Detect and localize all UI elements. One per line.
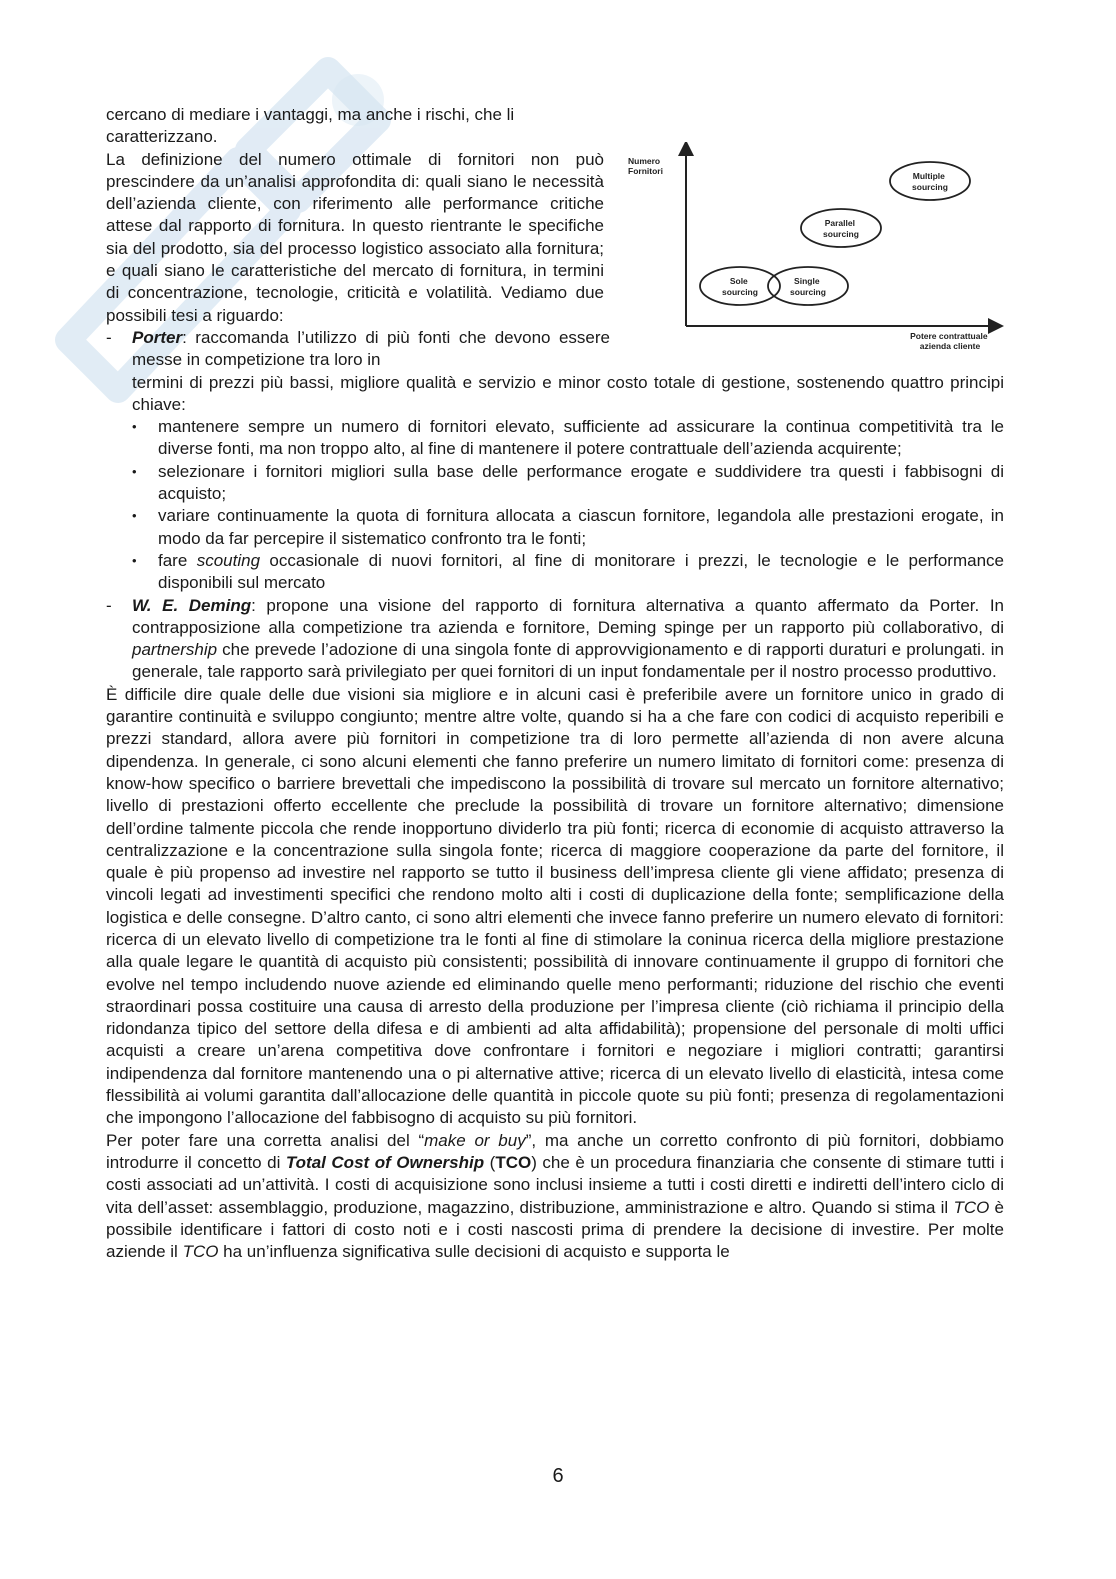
deming-text-b: che prevede l’adozione di una singola fonte di approvvigionamento e di rapporti duraturi e prolungati. in generale, tale rapporto sarà privilegiato per quei fornitori di un input fondamentale per il nostro processo produttivo. (132, 640, 1004, 682)
paragraph-comparison: È difficile dire quale delle due visioni sia migliore e in alcuni casi è preferibile avere un fornitore unico in grado di garantire continuità e sviluppo congiunto; mentre altre volte, quando si ha a che fare con codici di acquisto reperibili e prezzi standard, allora avere più fornitori in competizione tra di loro permette all’azienda di non avere alcuna dipendenza. In generale, ci sono alcuni elementi che fanno preferire un numero limitato di fornitori come: presenza di know-how specifico o barriere brevettali che impediscono la possibilità di trovare sul mercato un fornitore alternativo; livello di prestazioni offerto eccellente che preclude la possibilità di trovare un fornitore alternativo; dimensione dell’ordine talmente piccola che rende inopportuno dividerlo tra più fonti; ricerca di economie di acquisto attraverso la centralizzazione e la concentrazione sulla singola fonte; ricerca di maggiore cooperazione da parte del fornitore, il quale è più propenso ad investire nel rapporto se tutto il business dell’impresa cliente gli viene affidato; presenza di vincoli legati ad investimenti specifici che rendono molto alti i costi di duplicazione della fonte; semplificazione della logistica e delle consegne. D’altro canto, ci sono altri elementi che invece fanno preferire un numero elevato di fornitori: ricerca di un elevato livello di competizione tra le fonti al fine di stimolare la coninua ricerca della migliore prestazione alla quale legare le quantità di acquisto più consistenti; possibilità di innovare continuamente il gruppo di fornitori che evolve nel tempo includendo nuove aziende ed eliminando quelle meno performanti; riduzione del rischio che eventi straordinari possa costituire una causa di arresto della produzione per l’impresa cliente (ciò richiama il principio della ridondanza tipico del settore della difesa e di ambienti ad alta affidabilità); propensione del personale di molti uffici acquisti a creare un’arena competitiva dove confrontare i fornitori e negoziare i migliori contratti; garantirsi indipendenza dal fornitore mantenendo una o pi alternative attive; ricerca di un elevato livello di elasticità, intesa come flessibilità ai volumi garantita dall’allocazione delle quantità in piccole quote su più fonti; presenza di regolamentazioni che impongono l’allocazione del fabbisogno di acquisto su più fornitori. (106, 684, 1004, 1128)
ellipse-label: sourcing (823, 229, 859, 239)
ellipse-label: Sole (729, 276, 748, 286)
italic-term: TCO (953, 1197, 990, 1217)
ellipse-multiple-sourcing (890, 162, 970, 200)
text-run: ha un’influenza significativa sulle decisioni di acquisto e supporta le (218, 1242, 730, 1262)
list-item (132, 505, 1004, 550)
tco-acronym: TCO (495, 1152, 532, 1172)
porter-text-b: termini di prezzi più bassi, migliore qualità e servizio e minor costo totale di gestione, sostenendo quattro principi chiave: (132, 372, 1004, 414)
bullet-marker: • (132, 508, 137, 524)
text-run: ( (484, 1152, 496, 1172)
svg-text:Sole sourcing (722, 276, 758, 297)
deming-name: W. E. Deming (132, 595, 252, 615)
list-item-text: mantenere sempre un numero di fornitori elevato, sufficiente ad assicurare la continua competitività tra le diverse fonti, ma non troppo alto, al fine di mantenere il potere contrattuale dell’azienda acquirente; (158, 417, 1004, 459)
y-axis-label-line2: Fornitori (628, 166, 663, 176)
page-number: 6 (552, 1465, 564, 1487)
ellipse-label: Parallel (824, 218, 855, 228)
porter-lead (132, 327, 610, 372)
text-run: è possibile identificare i fattori di costo noti e i costi nascosti prima di prendere la decisione di investire. Per molte aziende il (106, 1197, 1005, 1262)
x-axis-label-line2: azienda cliente (919, 341, 981, 351)
list-item (132, 461, 1004, 506)
x-axis-label-line1: Potere contrattuale (910, 331, 988, 341)
ellipse-parallel-sourcing (801, 209, 881, 247)
porter-text-a: : raccomanda l’utilizzo di più fonti che devono essere messe in competizione tra loro in (132, 327, 610, 370)
ellipse-label: sourcing (790, 287, 826, 297)
list-item-text: occasionale di nuovi fornitori, al fine di monitorare i prezzi, le tecnologie e le performance disponibili sul mercato (158, 550, 1004, 593)
italic-term: scouting (196, 550, 261, 570)
porter-name: Porter (132, 327, 183, 347)
tco-term: Total Cost of Ownership (285, 1152, 485, 1172)
italic-term: TCO (182, 1242, 219, 1262)
y-axis-label (628, 156, 663, 176)
text-run: ”, ma anche un corretto confronto di più fornitori, dobbiamo introdurre il concetto di (106, 1130, 1004, 1172)
bullet-marker: • (132, 552, 137, 568)
svg-text:Multiple sourcing (912, 171, 948, 192)
bullet-marker: • (132, 463, 137, 479)
paragraph-tco (106, 1130, 1004, 1264)
italic-term: make or buy (424, 1130, 526, 1150)
deming-item (106, 595, 1004, 684)
bullet-marker: • (132, 419, 137, 435)
list-item (132, 416, 1004, 461)
intro-block (106, 104, 604, 327)
text-run: ) che è un procedura finanziaria che consente di stimare tutti i costi associati ad un’attività. I costi di acquisizione sono inclusi insieme a tutti i costi diretti e indiretti dell’intero ciclo di vita dell’asset: assemblaggio, produzione, magazzino, distribuzione, amministrazione e altro. Quando si stima il (106, 1152, 1004, 1217)
deming-text-a: : propone una visione del rapporto di fornitura alternativa a quanto affermato da Porter. In contrapposizione alla competizione tra azienda e fornitore, Deming spinge per un rapporto più collaborativo, di (132, 595, 1005, 637)
list-item-text: variare continuamente la quota di fornitura allocata a ciascun fornitore, legandola alle prestazioni erogate, in modo da far percepire il sistematico confronto tra le fonti; (158, 506, 1004, 548)
ellipse-label: Multiple (912, 171, 945, 181)
ellipse-label: Single (794, 276, 820, 286)
text-run: Per poter fare una corretta analisi del “ (106, 1130, 425, 1150)
continuation-line: cercano di mediare i vantaggi, ma anche i rischi, che li caratterizzano. (106, 105, 515, 147)
list-item-text: selezionare i fornitori migliori sulla base delle performance erogate e suddividere tra questi i fabbisogni di acquisto; (158, 461, 1004, 504)
dash-marker: - (106, 595, 112, 615)
list-item-text: fare (158, 550, 197, 570)
italic-term: partnership (132, 640, 218, 660)
svg-text:Parallel sourcing (823, 218, 859, 239)
ellipse-label: sourcing (912, 182, 948, 192)
ellipse-label: sourcing (722, 287, 758, 297)
x-axis-label (910, 331, 990, 351)
sourcing-diagram (622, 142, 1012, 367)
list-item (132, 550, 1004, 595)
dash-marker: - (106, 327, 112, 347)
paragraph-optimal-suppliers: La definizione del numero ottimale di fornitori non può prescindere da un’analisi approfondita di: quali siano le necessità dell’azienda cliente, con riferimento alle performance critiche attese dal rapporto di fornitura. In questo rientrante le specifiche sia del prodotto, sia del processo logistico associato alla fornitura; e quali siano le caratteristiche del mercato di fornitura, in termini di concentrazione, tecnologie, criticità e volatilità. Vediamo due possibili tesi a riguardo: (106, 149, 604, 325)
y-axis-label-line1: Numero (628, 156, 661, 166)
porter-principles-list (106, 416, 1004, 594)
svg-text:Single sourcing (790, 276, 826, 297)
